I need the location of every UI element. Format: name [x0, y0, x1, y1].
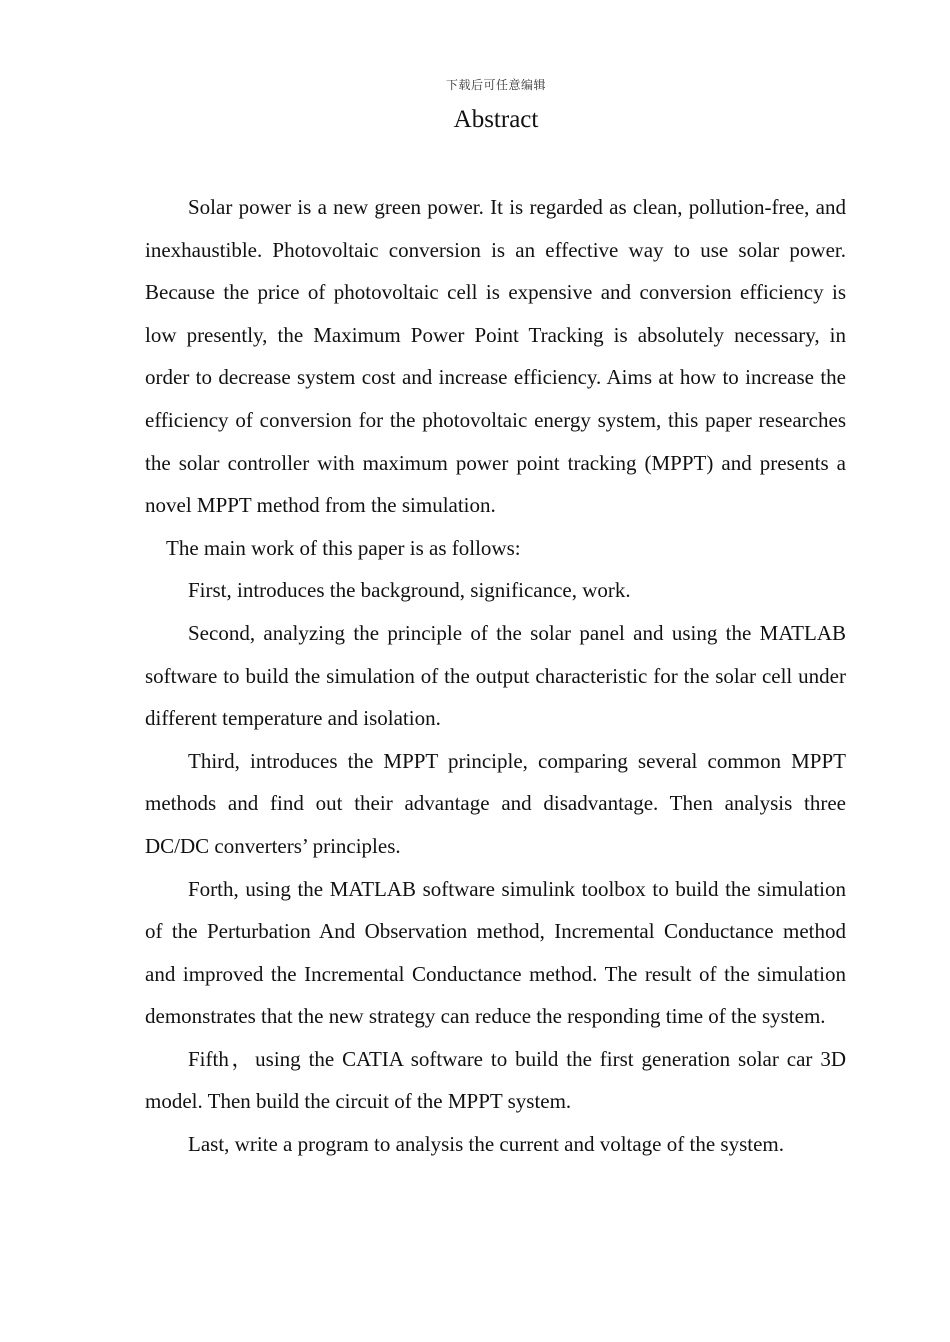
main-work-heading: The main work of this paper is as follows:	[166, 535, 521, 560]
work-item-third: Third, introduces the MPPT principle, comparing several common MPPT methods and find out their advantage and disadvantage. Then analysis three DC/DC converters’ principles.	[145, 748, 846, 858]
work-item-first: First, introduces the background, significance, work.	[188, 578, 631, 603]
abstract-body	[145, 186, 846, 1166]
abstract-paragraph-intro: Solar power is a new green power. It is regarded as clean, pollution-free, and inexhaustible. Photovoltaic conversion is an effective way to use solar power. Because the price of photovoltaic cell is expensive and conversion efficiency is low presently, the Maximum Power Point Tracking is absolutely necessary, in order to decrease system cost and increase efficiency. Aims at how to increase the efficiency of conversion for the photovoltaic energy system, this paper researches the solar controller with maximum power point tracking (MPPT) and presents a novel MPPT method from the simulation.	[145, 195, 846, 518]
work-item-forth: Forth, using the MATLAB software simulink toolbox to build the simulation of the Perturbation And Observation method, Incremental Conductance method and improved the Incremental Conductance method. The result of the simulation demonstrates that the new strategy can reduce the responding time of the system.	[145, 876, 846, 1029]
work-item-fifth: Fifth，using the CATIA software to build the first generation solar car 3D model. Then build the circuit of the MPPT system.	[145, 1046, 846, 1114]
page-title: Abstract	[453, 106, 539, 133]
work-item-second: Second, analyzing the principle of the solar panel and using the MATLAB software to build the simulation of the output characteristic for the solar cell under different temperature and isolation.	[145, 620, 846, 731]
work-item-last: Last, write a program to analysis the current and voltage of the system.	[188, 1132, 784, 1157]
header-note: 下载后可任意编辑	[445, 78, 546, 92]
